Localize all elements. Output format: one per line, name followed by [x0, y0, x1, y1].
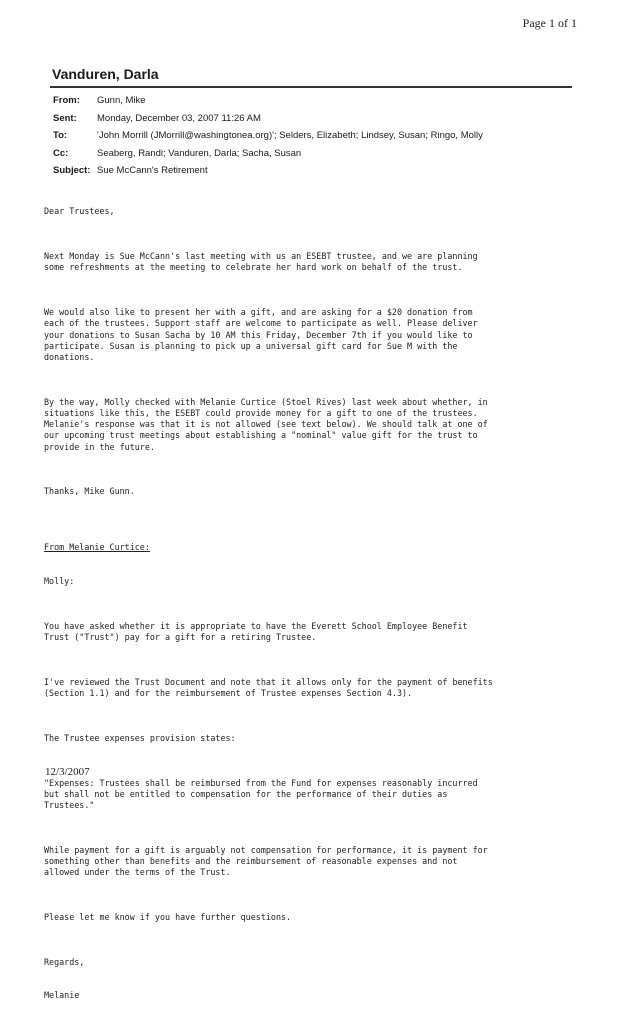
signoff: Thanks, Mike Gunn. — [44, 486, 135, 497]
greeting: Dear Trustees, — [44, 206, 115, 217]
subject-label: Subject: — [53, 165, 91, 176]
forwarded-review: I've reviewed the Trust Document and note that it allows only for the payment of benefits (Section 1.1) and for the reimbursement of Trustee expenses Section 4.3). — [44, 676, 493, 699]
from-label: From: — [53, 95, 80, 106]
forwarded-from: From Melanie Curtice: — [44, 542, 150, 553]
paragraph-refreshments: Next Monday is Sue McCann's last meeting with us an ESEBT trustee, and we are planning some refreshments at the meeting to celebrate her hard work on behalf of the trust. — [44, 251, 478, 273]
page-number: Page 1 of 1 — [522, 16, 577, 30]
forwarded-provision-intro: The Trustee expenses provision states: — [44, 732, 236, 743]
to-value: 'John Morrill (JMorrill@washingtonea.org)'; Selders, Elizabeth; Lindsey, Susan; Ringo, Molly — [97, 130, 483, 141]
to-row — [50, 130, 483, 148]
forwarded-closing: Please let me know if you have further questions. — [44, 912, 292, 923]
regards: Regards, — [44, 956, 85, 967]
cc-value: Seaberg, Randi; Vanduren, Darla; Sacha, Susan — [97, 147, 302, 159]
forwarded-conclusion: While payment for a gift is arguably not compensation for performance, it is payment for something other than benefits and the reimbursement of reasonable expenses and not allowed under the terms of the Trust. — [44, 844, 488, 878]
email-body — [44, 184, 584, 1013]
forwarded-question: You have asked whether it is appropriate to have the Everett School Employee Benefit Trust ("Trust") pay for a gift for a retiring Trustee. — [44, 620, 468, 643]
mailbox-owner-name: Vanduren, Darla — [52, 66, 159, 82]
subject-value: Sue McCann's Retirement — [97, 165, 208, 176]
cc-label: Cc: — [53, 147, 69, 159]
sent-label: Sent: — [53, 112, 77, 124]
email-header — [50, 95, 483, 183]
sent-row — [50, 113, 483, 131]
cc-row — [50, 148, 483, 166]
subject-row — [50, 165, 483, 183]
from-value: Gunn, Mike — [97, 95, 146, 106]
sent-value: Monday, December 03, 2007 11:26 AM — [97, 112, 261, 124]
from-row — [50, 95, 483, 113]
print-date: 12/3/2007 — [45, 766, 90, 778]
header-divider — [50, 86, 572, 88]
forwarded-provision-quote: "Expenses: Trustees shall be reimbursed from the Fund for expenses reasonably incurred but shall not be entitled to compensation for the performance of their duties as Trustees." — [44, 777, 478, 811]
signature-melanie: Melanie — [44, 990, 80, 1001]
forwarded-salutation: Molly: — [44, 576, 75, 587]
to-label: To: — [53, 130, 68, 141]
paragraph-gift-donation: We would also like to present her with a gift, and are asking for a $20 donation from each of the trustees. Support staff are welcome to participate as well. Please deliver your donations to Susan Sacha by 10 AM this Friday, December 7th if you would like to participate. Susan is planning to pick up a universal gift card for Sue M with the donations. — [44, 307, 478, 363]
paragraph-legal-question: By the way, Molly checked with Melanie Curtice (Stoel Rives) last week about whether, in situations like this, the ESEBT could provide money for a gift to one of the trustees. Melanie's response was that it is not allowed (see text below). We should talk at one of our upcoming trust meetings about establishing a "nominal" value gift for the trust to provide in the future. — [44, 396, 488, 452]
